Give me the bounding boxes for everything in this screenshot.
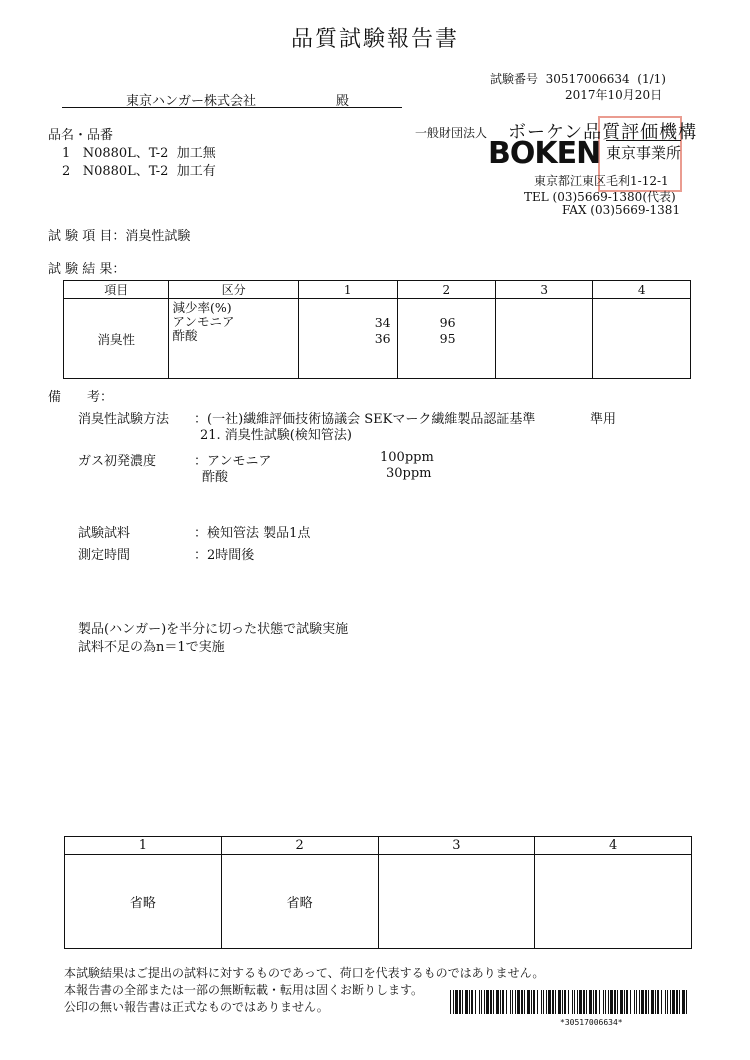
gas-2-name: 酢酸: [202, 470, 229, 485]
photo-header: 2: [221, 837, 378, 855]
sample-label: 試験試料: [78, 526, 131, 541]
results-categories: [169, 299, 298, 379]
gas-1-value: 100ppm: [380, 450, 434, 465]
results-header: 4: [593, 281, 691, 299]
gas-ammonia: アンモニア: [172, 314, 235, 329]
note-1: 製品(ハンガー)を半分に切った状態で試験実施: [78, 622, 349, 637]
footer-line-3: 公印の無い報告書は正式なものではありません。: [64, 1000, 329, 1014]
results-item: 消臭性: [64, 299, 169, 379]
results-header: 2: [397, 281, 495, 299]
client-name: 東京ハンガー株式会社: [126, 94, 257, 109]
unit-label: 減少率(%): [172, 300, 232, 315]
photo-cell: 省略: [221, 855, 378, 949]
page-title: 品質試験報告書: [290, 27, 459, 52]
client-line: [62, 90, 402, 108]
photo-header: 3: [378, 837, 535, 855]
sample-value: ：検知管法 製品1点: [194, 526, 311, 541]
product-item-1: 1 N0880L、T-2 加工無: [62, 146, 216, 161]
results-table: [63, 280, 691, 379]
method-label: 消臭性試験方法: [78, 412, 170, 427]
boken-logo: BOKEN: [488, 136, 601, 171]
org-prefix: 一般財団法人: [415, 126, 488, 140]
photo-header: 4: [535, 837, 692, 855]
test-number: 試験番号 30517006634 (1/1): [490, 72, 666, 86]
results-col-2: [397, 299, 495, 379]
footer-line-1: 本試験結果はご提出の試料に対するものであって、荷口を代表するものではありません。: [64, 966, 545, 980]
report-date: 2017年10月20日: [565, 88, 663, 102]
results-header: 項目: [64, 281, 169, 299]
photo-cell: [535, 855, 692, 949]
time-label: 測定時間: [78, 548, 131, 563]
note-2: 試料不足の為n＝1で実施: [78, 640, 225, 655]
barcode-number: *30517006634*: [560, 1018, 623, 1027]
time-value: ：2時間後: [194, 548, 255, 563]
test-item: 試 験 項 目：消臭性試験: [48, 229, 191, 244]
table-cell: 34: [374, 315, 391, 330]
sample-photo-table: [64, 836, 692, 949]
method-line-1: ：(一社)繊維評価技術協議会 SEKマーク繊維製品認証基準: [194, 412, 536, 427]
photo-header: 1: [65, 837, 222, 855]
products-label: 品名・品番: [48, 128, 114, 143]
remarks-label: 備 考：: [48, 390, 114, 405]
barcode: [450, 990, 690, 1014]
results-header: 3: [495, 281, 593, 299]
org-office: 東京事業所: [606, 140, 681, 163]
gas-2-value: 30ppm: [386, 466, 432, 481]
results-header: 1: [298, 281, 397, 299]
gas-1-name: ：アンモニア: [194, 454, 272, 469]
table-cell: 96: [439, 315, 456, 330]
results-col-1: [298, 299, 397, 379]
table-cell: 36: [374, 331, 391, 346]
photo-cell: [378, 855, 535, 949]
footer-line-2: 本報告書の全部または一部の無断転載・転用は固くお断りします。: [64, 983, 424, 997]
org-tel: TEL (03)5669-1380(代表): [524, 190, 676, 204]
org-fax: FAX (03)5669-1381: [562, 203, 681, 217]
results-label: 試 験 結 果：: [48, 262, 126, 277]
method-line-2: 21. 消臭性試験(検知管法): [200, 428, 352, 443]
gas-label: ガス初発濃度: [78, 454, 157, 469]
client-honorific: 殿: [336, 94, 350, 109]
org-name: ボーケン品質評価機構: [508, 122, 698, 143]
results-col-4: [593, 299, 691, 379]
results-col-3: [495, 299, 593, 379]
method-apply: 準用: [590, 412, 617, 427]
photo-cell: 省略: [65, 855, 222, 949]
product-item-2: 2 N0880L、T-2 加工有: [62, 164, 216, 179]
results-header: 区分: [169, 281, 298, 299]
gas-acetic: 酢酸: [172, 328, 198, 343]
table-cell: 95: [439, 331, 456, 346]
org-address: 東京都江東区毛利1-12-1: [534, 174, 669, 188]
